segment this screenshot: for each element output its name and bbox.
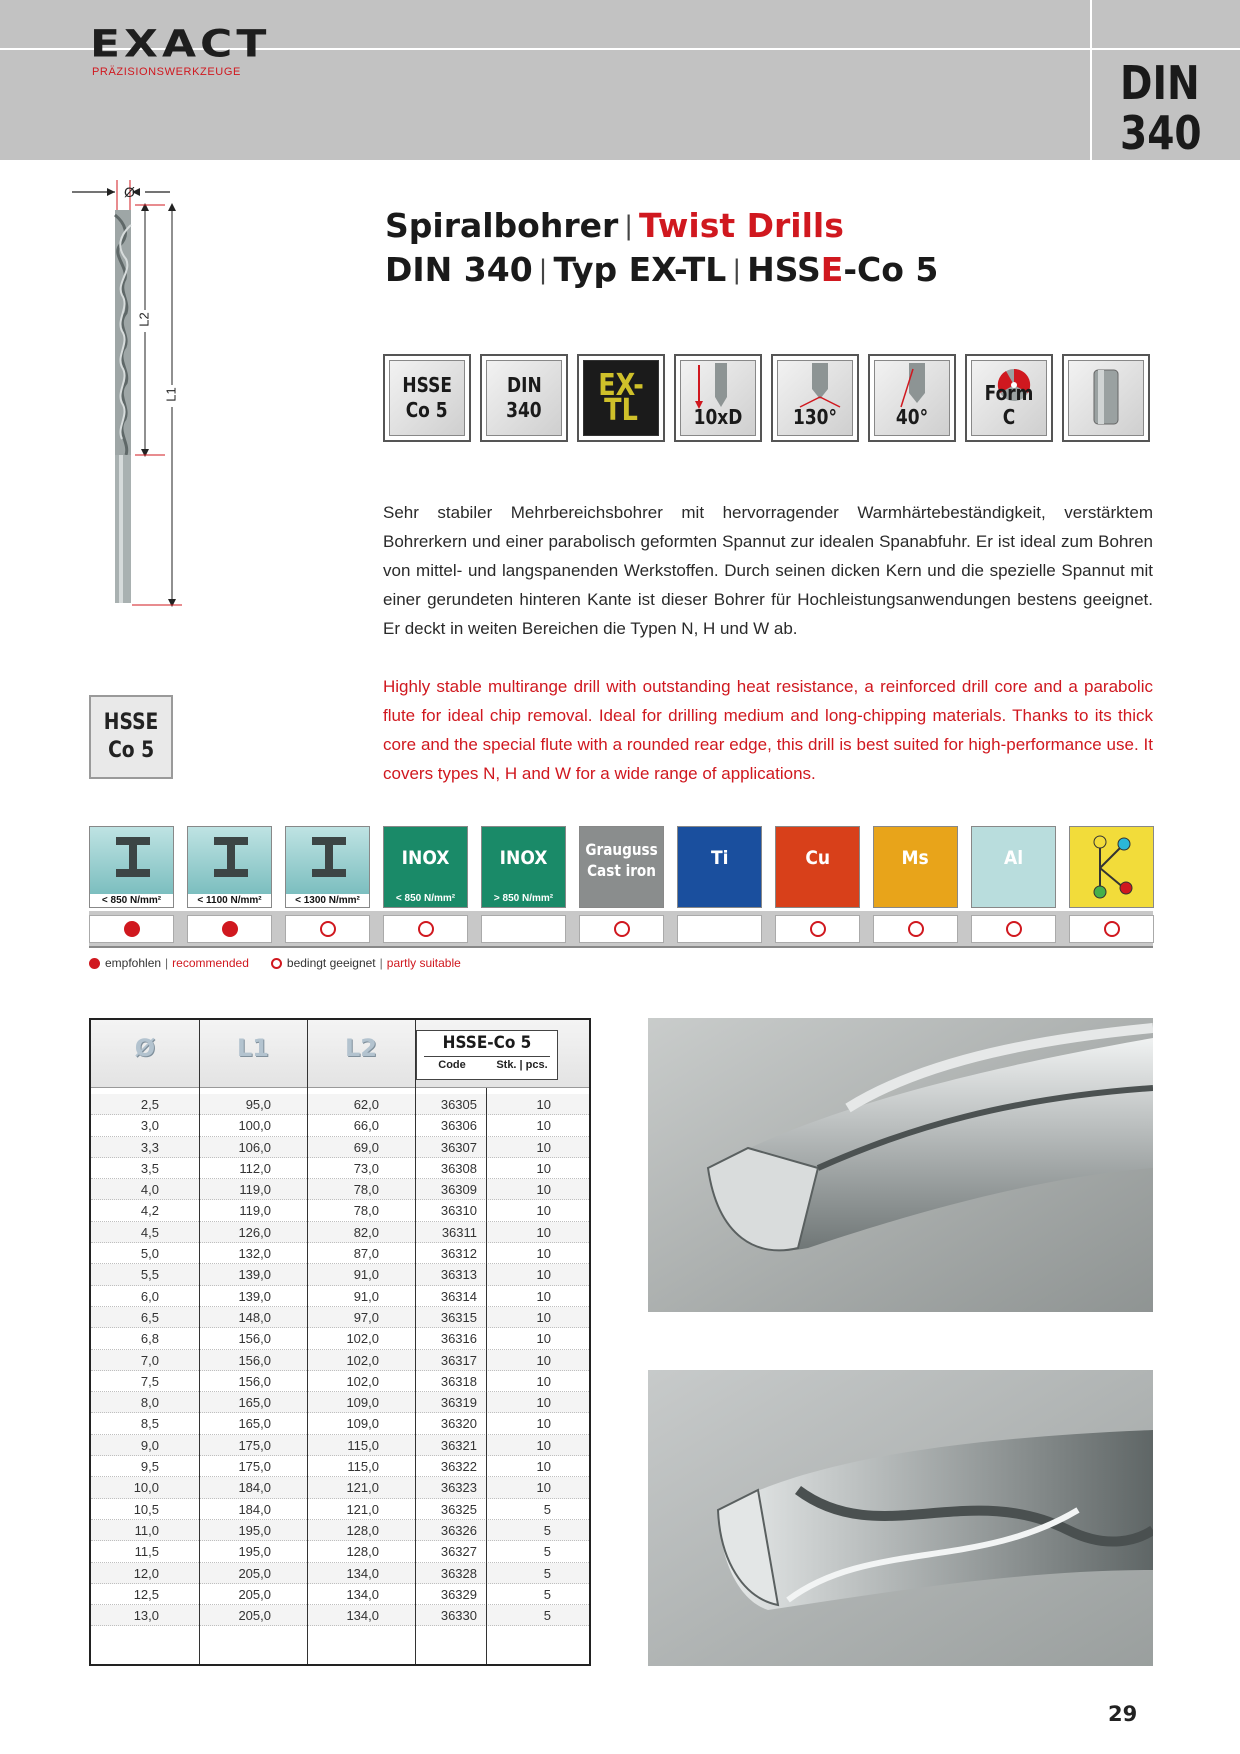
cell-l2: 109,0	[346, 1416, 379, 1432]
title-separator: |	[732, 255, 742, 285]
cell-l1: 132,0	[238, 1246, 271, 1262]
cell-l2: 121,0	[346, 1501, 379, 1517]
partly-ring-icon	[418, 921, 434, 937]
col-header-l2: L2	[345, 1034, 377, 1062]
material-badge	[89, 695, 173, 779]
table-row	[91, 1179, 589, 1200]
cell-code: 36313	[440, 1267, 477, 1283]
cell-code: 36325	[440, 1501, 477, 1517]
table-row	[91, 1435, 589, 1456]
rating-inox-850	[383, 915, 468, 943]
cell-stk: 10	[536, 1459, 551, 1475]
material-plastics	[1069, 826, 1154, 908]
title-material-b: E	[820, 250, 844, 289]
cell-stk: 10	[536, 1437, 551, 1453]
header-divider	[1090, 0, 1092, 160]
material-steel-1100	[187, 826, 272, 908]
cell-l2: 62,0	[353, 1097, 379, 1112]
cell-d: 8,5	[140, 1416, 159, 1432]
cell-stk: 10	[536, 1118, 551, 1134]
brand-tagline: PRÄZISIONSWERKZEUGE	[92, 66, 241, 78]
table-row	[91, 1350, 589, 1371]
norm-line2: 340	[1120, 106, 1202, 160]
feature-material-line1: HSSE	[402, 373, 452, 397]
cell-stk: 10	[536, 1373, 551, 1389]
cell-l2: 91,0	[353, 1267, 379, 1283]
cell-d: 12,5	[133, 1586, 159, 1602]
cell-stk: 5	[543, 1501, 551, 1517]
material-badge-line1: HSSE	[103, 710, 159, 735]
table-row	[91, 1563, 589, 1584]
cell-l2: 128,0	[346, 1544, 379, 1560]
feature-norm-line2: 340	[506, 398, 542, 422]
cell-l1: 165,0	[238, 1395, 271, 1411]
table-header	[91, 1020, 589, 1088]
partly-ring-icon	[908, 921, 924, 937]
cell-stk: 10	[536, 1203, 551, 1219]
steel-girder-icon	[310, 833, 348, 881]
table-row	[91, 1520, 589, 1541]
cell-d: 5,5	[140, 1267, 159, 1283]
cell-l1: 184,0	[238, 1480, 271, 1496]
table-row	[91, 1499, 589, 1520]
cell-l1: 139,0	[238, 1288, 271, 1304]
cell-l1: 100,0	[238, 1118, 271, 1134]
drill-drawing-icon	[70, 175, 190, 685]
rating-plastics	[1069, 915, 1154, 943]
cell-stk: 10	[536, 1139, 551, 1155]
page-number: 29	[1108, 1702, 1138, 1726]
cell-l2: 78,0	[353, 1182, 379, 1198]
cell-l2: 66,0	[353, 1118, 379, 1134]
cell-l2: 121,0	[346, 1480, 379, 1496]
cell-l2: 102,0	[346, 1373, 379, 1389]
rating-steel-850	[89, 915, 174, 943]
table-row	[91, 1456, 589, 1477]
feature-depth	[674, 354, 762, 442]
cell-code: 36312	[440, 1246, 477, 1262]
feature-material-line2: Co 5	[406, 398, 448, 422]
norm-line1: DIN	[1120, 56, 1200, 110]
cell-stk: 10	[536, 1395, 551, 1411]
cell-code: 36309	[440, 1182, 477, 1198]
partly-ring-icon	[1104, 921, 1120, 937]
feature-norm	[480, 354, 568, 442]
table-row	[91, 1115, 589, 1136]
cell-code: 36318	[440, 1373, 477, 1389]
legend-partly-en: partly suitable	[386, 956, 461, 970]
cell-d: 2,5	[140, 1097, 159, 1112]
material-copper	[775, 826, 860, 908]
cell-d: 11,0	[134, 1522, 159, 1538]
partly-ring-icon	[320, 921, 336, 937]
cell-code: 36328	[440, 1565, 477, 1581]
material-cast-iron-name-de: Grauguss	[585, 840, 658, 859]
material-steel-1100-sub: < 1100 N/mm²	[188, 894, 271, 907]
material-aluminium	[971, 826, 1056, 908]
title-type: Typ EX-TL	[553, 250, 727, 289]
cell-l1: 139,0	[238, 1267, 271, 1283]
cell-l1: 205,0	[238, 1565, 271, 1581]
cell-d: 6,8	[140, 1331, 159, 1347]
legend-partly-de: bedingt geeignet	[286, 956, 376, 970]
table-row	[91, 1605, 589, 1626]
material-steel-850	[89, 826, 174, 908]
rating-inox-over-850	[481, 915, 566, 943]
recommended-dot-icon	[124, 921, 140, 937]
table-row	[91, 1264, 589, 1285]
cell-l2: 73,0	[353, 1160, 379, 1176]
feature-point-form	[965, 354, 1053, 442]
cell-stk: 5	[543, 1608, 551, 1624]
cell-l2: 134,0	[346, 1565, 379, 1581]
material-inox-850-name: INOX	[401, 847, 450, 869]
cell-d: 3,0	[140, 1118, 159, 1134]
cell-l2: 109,0	[346, 1395, 379, 1411]
recommended-dot-icon	[89, 958, 100, 969]
table-row	[91, 1307, 589, 1328]
material-cast-iron-name-en: Cast iron	[587, 861, 656, 880]
cell-l1: 165,0	[238, 1416, 271, 1432]
table-row	[91, 1094, 589, 1115]
cell-stk: 5	[543, 1522, 551, 1538]
cell-code: 36306	[440, 1118, 477, 1134]
cell-l2: 97,0	[353, 1309, 379, 1325]
cell-d: 13,0	[133, 1608, 159, 1624]
cell-l2: 82,0	[353, 1224, 379, 1240]
title-english: Twist Drills	[639, 206, 844, 245]
feature-point-angle	[771, 354, 859, 442]
cell-stk: 10	[536, 1352, 551, 1368]
table-row	[91, 1477, 589, 1498]
material-inox-over-850-name: INOX	[499, 847, 548, 869]
cell-stk: 10	[536, 1182, 551, 1198]
partly-ring-icon	[810, 921, 826, 937]
table-row	[91, 1392, 589, 1413]
col-group-title: HSSE-Co 5	[424, 1033, 550, 1057]
feature-type	[577, 354, 665, 442]
cell-l2: 87,0	[353, 1246, 379, 1262]
cell-l1: 112,0	[239, 1160, 271, 1176]
col-header-l1: L1	[237, 1034, 269, 1062]
dim-l2-label: L2	[136, 312, 152, 327]
column-divider	[486, 1088, 487, 1664]
legend-recommended-de: empfohlen	[105, 956, 162, 970]
description-german: Sehr stabiler Mehrbereichsbohrer mit hervorragender Warmhärtebeständigkeit, verstärktem Bohrerkern und einer parabolisch geformten Spannut zur idealen Spanabfuhr. Er ist ideal zum Bohren von mittel- und langspanenden Werkstoffen. Durch seinen dicken Kern und die spezielle Spannut mit einer gerundeten hinteren Kante ist dieser Bohrer für Hochleistungsanwendungen bestens geeignet. Er deckt in weiten Bereichen die Typen N, H und W ab.	[383, 503, 1153, 638]
cell-stk: 10	[536, 1416, 551, 1432]
cell-d: 12,0	[133, 1565, 159, 1581]
cell-code: 36311	[441, 1224, 477, 1240]
table-row	[91, 1243, 589, 1264]
cell-l1: 184,0	[238, 1501, 271, 1517]
material-steel-1300	[285, 826, 370, 908]
cell-l2: 134,0	[346, 1586, 379, 1602]
cell-l1: 195,0	[238, 1544, 271, 1560]
material-copper-name: Cu	[805, 847, 830, 869]
cell-l1: 175,0	[238, 1459, 271, 1475]
cell-l1: 156,0	[238, 1352, 271, 1368]
column-divider	[307, 1020, 308, 1664]
cell-l2: 115,0	[347, 1437, 379, 1453]
col-header-pcs: Stk. | pcs.	[496, 1059, 548, 1071]
cell-l2: 115,0	[347, 1459, 379, 1475]
cell-l2: 102,0	[346, 1352, 379, 1368]
table-row	[91, 1328, 589, 1349]
material-inox-over-850-sub: > 850 N/mm²	[493, 893, 554, 904]
cell-d: 7,5	[140, 1373, 159, 1389]
rating-aluminium	[971, 915, 1056, 943]
col-header-diameter: Ø	[134, 1034, 156, 1062]
cell-stk: 10	[536, 1288, 551, 1304]
cell-code: 36329	[440, 1586, 477, 1602]
table-row	[91, 1286, 589, 1307]
cell-d: 5,0	[140, 1246, 159, 1262]
title-separator: |	[538, 255, 548, 285]
cell-stk: 10	[536, 1246, 551, 1262]
material-brass-name: Ms	[901, 847, 930, 869]
drill-dimension-drawing	[70, 175, 190, 685]
table-row	[91, 1137, 589, 1158]
cell-l1: 95,0	[245, 1097, 271, 1112]
steel-girder-icon	[212, 833, 250, 881]
table-body	[91, 1094, 589, 1626]
rating-row	[89, 911, 1153, 948]
brand-logo	[90, 22, 310, 86]
cell-l1: 119,0	[239, 1203, 271, 1219]
title-norm: DIN 340	[385, 250, 533, 289]
cylindrical-shank-icon	[1086, 368, 1126, 428]
table-row	[91, 1371, 589, 1392]
cell-l1: 126,0	[238, 1224, 271, 1240]
header-band	[0, 0, 1240, 160]
cell-d: 4,5	[140, 1224, 159, 1240]
cell-code: 36307	[440, 1139, 477, 1155]
cell-l1: 148,0	[238, 1309, 271, 1325]
cell-stk: 10	[536, 1267, 551, 1283]
cell-stk: 5	[543, 1544, 551, 1560]
table-row	[91, 1584, 589, 1605]
cell-l1: 156,0	[238, 1373, 271, 1389]
cell-code: 36326	[440, 1522, 477, 1538]
rating-cast-iron	[579, 915, 664, 943]
cell-stk: 5	[543, 1565, 551, 1581]
rating-steel-1300	[285, 915, 370, 943]
cell-stk: 10	[536, 1097, 551, 1112]
plastics-molecule-icon	[1082, 832, 1142, 902]
cell-d: 3,3	[140, 1139, 159, 1155]
drill-tip-image	[648, 1018, 1153, 1312]
cell-code: 36316	[440, 1331, 477, 1347]
cell-stk: 10	[536, 1331, 551, 1347]
col-header-code: Code	[438, 1059, 466, 1071]
table-row	[91, 1200, 589, 1221]
cell-d: 11,5	[134, 1544, 159, 1560]
cell-code: 36323	[440, 1480, 477, 1496]
rating-steel-1100	[187, 915, 272, 943]
table-row	[91, 1158, 589, 1179]
material-inox-850-sub: < 850 N/mm²	[395, 893, 456, 904]
cell-l2: 78,0	[353, 1203, 379, 1219]
cell-l1: 156,0	[238, 1331, 271, 1347]
feature-point-angle-label: 130°	[793, 405, 837, 429]
cell-code: 36320	[440, 1416, 477, 1432]
material-titanium	[677, 826, 762, 908]
page-title-line1	[385, 206, 844, 245]
col-group-hsse	[416, 1030, 558, 1080]
norm-badge	[1120, 58, 1222, 158]
partly-ring-icon	[271, 958, 282, 969]
dim-diameter-label: Ø	[124, 184, 135, 200]
material-steel-850-sub: < 850 N/mm²	[90, 894, 173, 907]
cell-stk: 10	[536, 1309, 551, 1325]
feature-material	[383, 354, 471, 442]
title-material-a: HSS	[747, 250, 821, 289]
material-badge-line2: Co 5	[107, 738, 155, 763]
cell-l2: 69,0	[353, 1139, 379, 1155]
drill-body-image	[648, 1370, 1153, 1666]
cell-code: 36321	[440, 1437, 477, 1453]
cell-code: 36308	[440, 1160, 477, 1176]
cell-code: 36315	[440, 1309, 477, 1325]
page-title-line2	[385, 250, 938, 289]
feature-point-form-label: Form C	[984, 381, 1034, 429]
cell-l2: 128,0	[346, 1522, 379, 1538]
cell-code: 36319	[440, 1395, 477, 1411]
cell-l1: 195,0	[238, 1522, 271, 1538]
cell-d: 6,0	[140, 1288, 159, 1304]
drill-tip-photo-2	[648, 1370, 1153, 1666]
feature-norm-line1: DIN	[506, 373, 542, 397]
feature-icon-row	[383, 354, 1153, 442]
cell-d: 4,0	[140, 1182, 159, 1198]
cell-l1: 175,0	[238, 1437, 271, 1453]
cell-d: 7,0	[140, 1352, 159, 1368]
material-inox-over-850	[481, 826, 566, 908]
table-row	[91, 1541, 589, 1562]
dimension-table	[89, 1018, 591, 1666]
column-divider	[415, 1020, 416, 1664]
cell-d: 9,0	[140, 1437, 159, 1453]
column-divider	[199, 1020, 200, 1664]
cell-stk: 10	[536, 1224, 551, 1240]
brand-name: EXACT	[90, 22, 271, 66]
dim-l1-label: L1	[163, 387, 179, 402]
rating-brass	[873, 915, 958, 943]
legend-recommended-en: recommended	[172, 956, 249, 970]
cell-l1: 205,0	[238, 1608, 271, 1624]
cell-code: 36310	[440, 1203, 477, 1219]
partly-ring-icon	[1006, 921, 1022, 937]
rating-copper	[775, 915, 860, 943]
table-row	[91, 1222, 589, 1243]
rating-titanium	[677, 915, 762, 943]
material-inox-850	[383, 826, 468, 908]
feature-helix-angle	[868, 354, 956, 442]
title-separator: |	[624, 211, 634, 241]
material-brass	[873, 826, 958, 908]
drill-tip-photo-1	[648, 1018, 1153, 1312]
feature-type-label: EX-TL	[598, 368, 644, 428]
feature-helix-angle-label: 40°	[895, 405, 929, 429]
cell-d: 4,2	[140, 1203, 159, 1219]
cell-d: 3,5	[140, 1160, 159, 1176]
cell-l2: 91,0	[353, 1288, 379, 1304]
rating-legend: empfohlen | recommended bedingt geeignet | partly suitable	[89, 956, 461, 970]
cell-code: 36317	[440, 1352, 477, 1368]
cell-code: 36322	[440, 1459, 477, 1475]
cell-d: 6,5	[140, 1309, 159, 1325]
recommended-dot-icon	[222, 921, 238, 937]
material-steel-1300-sub: < 1300 N/mm²	[286, 894, 369, 907]
table-row	[91, 1413, 589, 1434]
cell-l2: 134,0	[346, 1608, 379, 1624]
cell-d: 8,0	[140, 1395, 159, 1411]
cell-d: 9,5	[140, 1459, 159, 1475]
title-material-c: -Co 5	[843, 250, 939, 289]
cell-stk: 10	[536, 1480, 551, 1496]
cell-l1: 205,0	[238, 1586, 271, 1602]
cell-code: 36327	[440, 1544, 477, 1560]
partly-ring-icon	[614, 921, 630, 937]
feature-depth-label: 10xD	[693, 405, 743, 429]
cell-l2: 102,0	[346, 1331, 379, 1347]
cell-l1: 106,0	[238, 1139, 271, 1155]
description-english: Highly stable multirange drill with outstanding heat resistance, a reinforced drill core and a parabolic flute for ideal chip removal. Ideal for drilling medium and long-chipping materials. Thanks to its thick core and the special flute with a rounded rear edge, this drill is best suited for high-performance use. It covers types N, H and W for a wide range of applications.	[383, 677, 1153, 783]
material-suitability-table	[89, 826, 1153, 950]
cell-stk: 5	[543, 1586, 551, 1602]
cell-stk: 10	[536, 1160, 551, 1176]
material-aluminium-name: Al	[1003, 847, 1024, 869]
cell-d: 10,5	[133, 1501, 159, 1517]
cell-code: 36305	[440, 1097, 477, 1112]
cell-d: 10,0	[133, 1480, 159, 1496]
material-titanium-name: Ti	[710, 847, 729, 869]
feature-shank	[1062, 354, 1150, 442]
material-cast-iron	[579, 826, 664, 908]
steel-girder-icon	[114, 833, 152, 881]
cell-code: 36330	[440, 1608, 477, 1624]
title-german: Spiralbohrer	[385, 206, 619, 245]
cell-code: 36314	[440, 1288, 477, 1304]
cell-l1: 119,0	[239, 1182, 271, 1198]
